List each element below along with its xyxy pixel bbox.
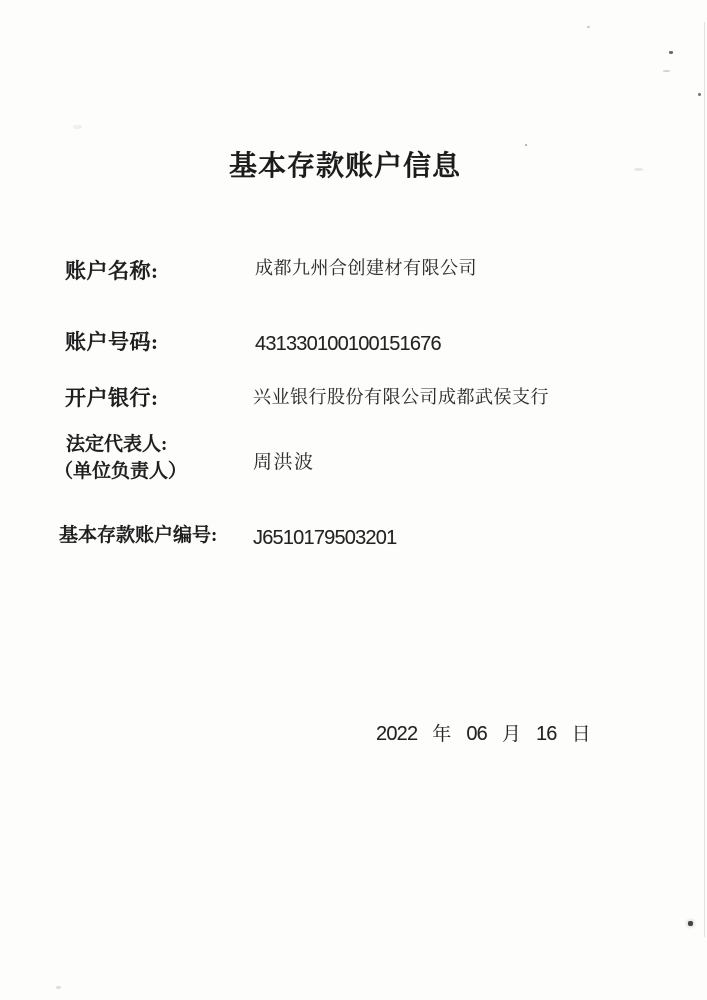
date-year: 2022 (376, 723, 418, 745)
deposit-account-code-label: 基本存款账户编号: (59, 525, 218, 546)
scan-speck (698, 93, 701, 96)
opening-bank-label: 开户银行: (65, 386, 159, 410)
unit-head-label: （单位负责人） (54, 461, 188, 482)
date-day-unit: 日 (571, 724, 591, 745)
legal-representative-value: 周洪波 (253, 452, 315, 473)
account-number-value: 431330100100151676 (255, 333, 441, 355)
document-title: 基本存款账户信息 (229, 151, 462, 182)
scan-speck (525, 144, 527, 146)
scan-speck (669, 51, 673, 54)
scan-speck (73, 125, 82, 129)
scan-speck (587, 26, 590, 28)
date-day: 16 (535, 723, 557, 745)
date-month-unit: 月 (501, 724, 521, 745)
scan-edge-line (704, 22, 705, 937)
legal-representative-label: 法定代表人: (66, 434, 168, 455)
account-number-label: 账户号码: (65, 330, 159, 354)
scan-speck (634, 168, 643, 171)
issue-date (376, 723, 591, 746)
account-name-label: 账户名称: (65, 259, 159, 283)
account-name-value: 成都九州合创建材有限公司 (255, 258, 477, 278)
scan-speck (663, 70, 670, 72)
scan-speck (688, 921, 693, 926)
date-month: 06 (466, 723, 487, 745)
deposit-account-code-value: J6510179503201 (253, 527, 397, 549)
date-year-unit: 年 (432, 724, 452, 745)
scan-speck (56, 986, 61, 989)
opening-bank-value: 兴业银行股份有限公司成都武侯支行 (253, 387, 549, 407)
